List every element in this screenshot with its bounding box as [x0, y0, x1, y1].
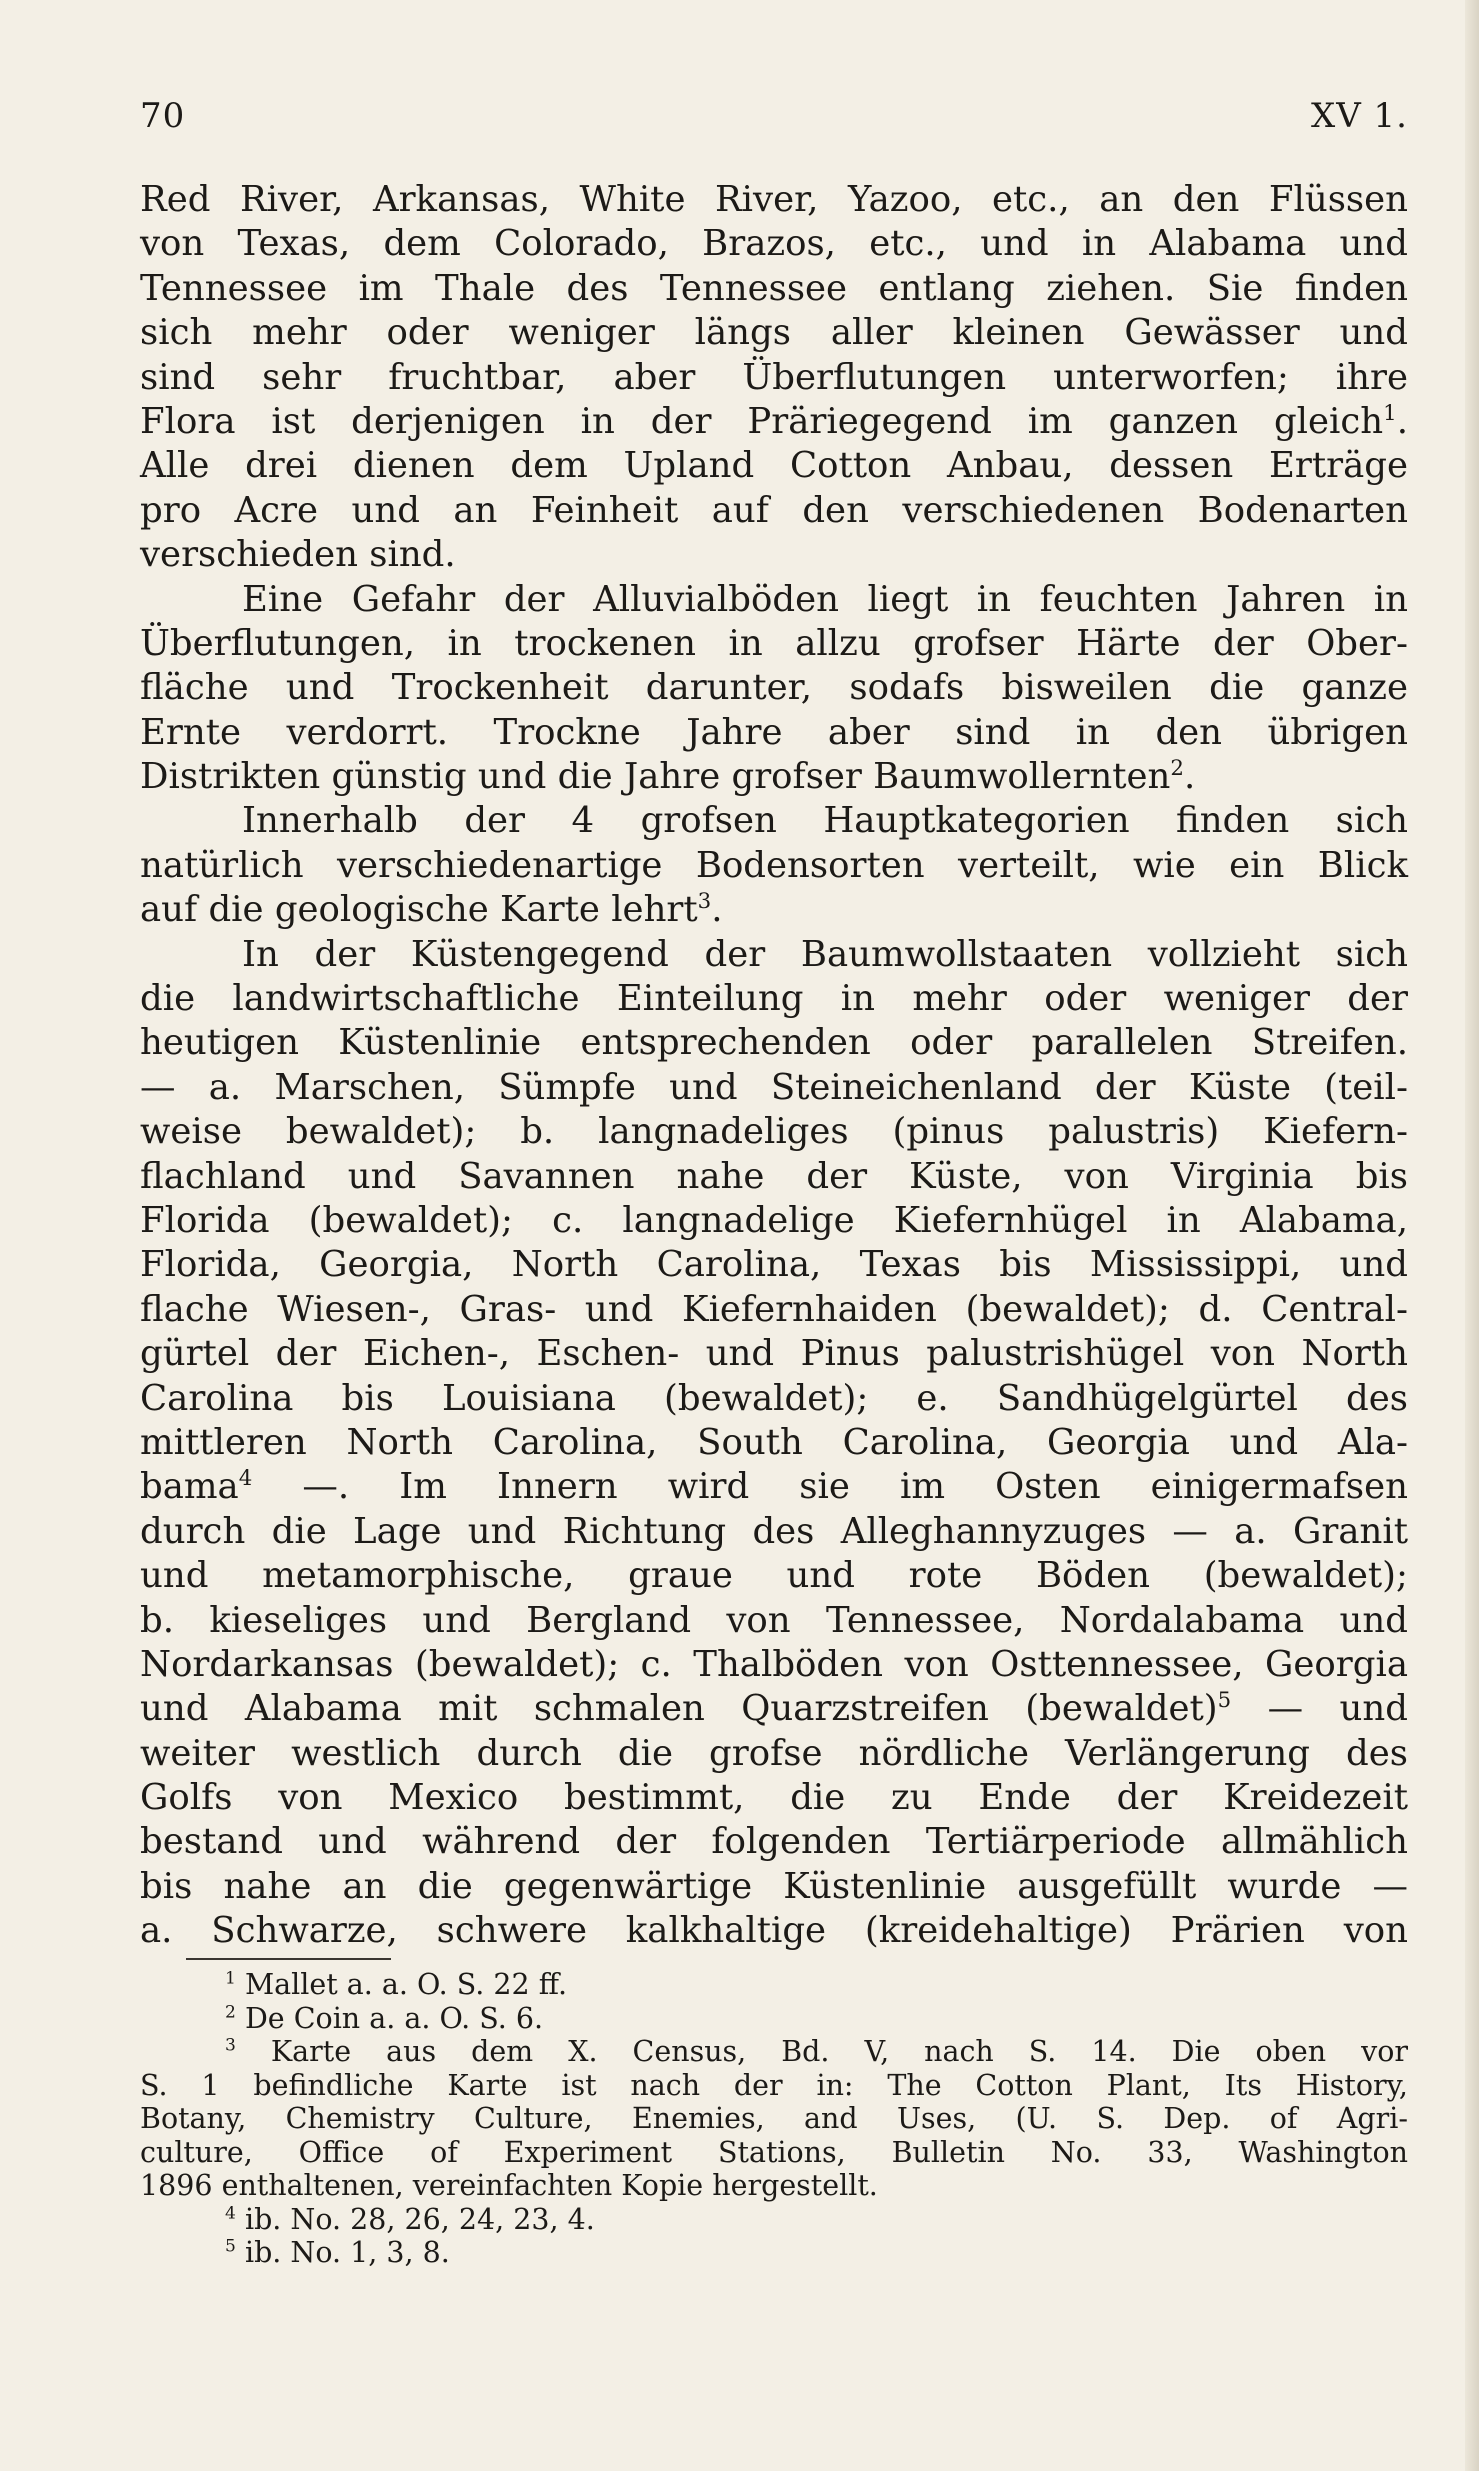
line-text: von Texas, dem Colorado, Brazos, etc., und in Alabama und: [140, 223, 1408, 265]
line-text: Tennessee im Thale des Tennessee entlang ziehen. Sie finden: [140, 267, 1408, 309]
body-line: [140, 356, 1408, 400]
footnote-text: Botany, Chemistry Culture, Enemies, and Uses, (U. S. Dep. of Agri-: [140, 2102, 1408, 2135]
body-line: [140, 533, 1408, 577]
body-line: [140, 444, 1408, 488]
body-line: [140, 1687, 1408, 1731]
footnote-marker: 3: [225, 2035, 236, 2056]
line-text: Red River, Arkansas, White River, Yazoo, etc., an den Flüssen: [140, 179, 1408, 220]
body-text: [140, 178, 1408, 1954]
body-line: [140, 933, 1408, 977]
footnote-ref: 1: [1383, 401, 1397, 427]
body-line: [140, 1909, 1408, 1953]
line-text: heutigen Küstenlinie entsprechenden oder parallelen Streifen.: [140, 1022, 1408, 1064]
footnote-line: [140, 1968, 1408, 2002]
footnote-ref: 3: [697, 889, 712, 915]
line-text: Alle drei dienen dem Upland Cotton Anbau, dessen Erträge: [140, 445, 1408, 487]
line-text: Distrikten günstig und die Jahre grofser Baumwollernten: [140, 756, 1171, 798]
page-number: 70: [140, 96, 186, 136]
body-line: [140, 1465, 1408, 1509]
line-text: Carolina bis Louisiana (bewaldet); e. Sandhügelgürtel des: [140, 1377, 1408, 1419]
body-line: [140, 1021, 1408, 1065]
line-tail: .: [1183, 756, 1196, 798]
line-text: bis nahe an die gegenwärtige Küstenlinie ausgefüllt wurde —: [140, 1865, 1408, 1907]
footnote-text: Karte aus dem X. Census, Bd. V, nach S. 14. Die oben vor: [235, 2035, 1408, 2068]
body-line: [140, 1643, 1408, 1687]
footnote-text: ib. No. 28, 26, 24, 23, 4.: [235, 2202, 595, 2236]
body-line: [140, 1732, 1408, 1776]
footnote-line: [140, 2002, 1408, 2036]
line-text: Golfs von Mexico bestimmt, die zu Ende der Kreidezeit: [140, 1777, 1408, 1819]
body-line: [140, 1199, 1408, 1243]
body-line: [140, 1820, 1408, 1864]
footnote-text: De Coin a. a. O. S. 6.: [235, 2001, 544, 2035]
line-text: Nordarkansas (bewaldet); c. Thalböden von Osttennessee, Georgia: [140, 1643, 1408, 1685]
footnote-text: Mallet a. a. O. S. 22 ff.: [235, 1968, 568, 2001]
body-line: [140, 888, 1408, 932]
line-text: pro Acre und an Feinheit auf den verschiedenen Bodenarten: [140, 489, 1408, 531]
line-text: die landwirtschaftliche Einteilung in mehr oder weniger der: [140, 978, 1408, 1020]
footnote-text: ib. No. 1, 3, 8.: [235, 2236, 450, 2269]
footnotes: [140, 1968, 1408, 2270]
running-head: XV 1.: [1310, 96, 1408, 136]
footnote-line: [140, 2236, 1408, 2270]
line-text: mittleren North Carolina, South Carolina, Georgia und Ala-: [140, 1421, 1408, 1463]
body-line: [140, 1066, 1408, 1110]
body-line: [140, 666, 1408, 710]
line-text: Florida (bewaldet); c. langnadelige Kiefernhügel in Alabama,: [140, 1199, 1408, 1241]
body-line: [140, 1599, 1408, 1643]
line-text: Florida, Georgia, North Carolina, Texas bis Mississippi, und: [140, 1244, 1408, 1286]
body-line: [140, 1377, 1408, 1421]
footnote-text: S. 1 befindliche Karte ist nach der in: The Cotton Plant, Its History,: [140, 2068, 1408, 2102]
line-tail: .: [711, 889, 723, 931]
line-text: und Alabama mit schmalen Quarzstreifen (bewaldet): [140, 1688, 1218, 1730]
body-line: [140, 1332, 1408, 1376]
line-text: fläche und Trockenheit darunter, sodafs bisweilen die ganze: [140, 667, 1408, 709]
body-line: [140, 178, 1408, 222]
line-text: Ernte verdorrt. Trockne Jahre aber sind in den übrigen: [140, 711, 1408, 753]
line-text: b. kieseliges und Bergland von Tennessee, Nordalabama und: [140, 1599, 1408, 1641]
footnote-marker: 4: [225, 2203, 236, 2223]
line-text: flachland und Savannen nahe der Küste, von Virginia bis: [140, 1155, 1408, 1197]
footnote-ref: 4: [238, 1466, 253, 1492]
line-text: und metamorphische, graue und rote Böden (bewaldet);: [140, 1555, 1408, 1597]
body-line: [140, 799, 1408, 843]
page-header: [140, 96, 1408, 146]
line-text: Flora ist derjenigen in der Präriegegend im ganzen gleich: [140, 400, 1384, 442]
line-text: bestand und während der folgenden Tertiärperiode allmählich: [140, 1821, 1408, 1863]
line-text: natürlich verschiedenartige Bodensorten verteilt, wie ein Blick: [140, 844, 1408, 886]
line-text: sich mehr oder weniger längs aller kleinen Gewässer und: [140, 312, 1408, 354]
footnote-marker: 2: [225, 2002, 236, 2022]
body-line: [140, 578, 1408, 622]
body-line: [140, 311, 1408, 355]
line-tail: —. Im Innern wird sie im Osten einigermafsen: [252, 1466, 1408, 1508]
line-text: auf die geologische Karte lehrt: [140, 889, 698, 931]
body-line: [140, 222, 1408, 266]
line-tail: — und: [1231, 1688, 1408, 1730]
body-line: [140, 1421, 1408, 1465]
footnote-ref: 5: [1217, 1688, 1232, 1714]
line-text: a. Schwarze, schwere kalkhaltige (kreidehaltige) Prärien von: [140, 1910, 1408, 1952]
body-line: [140, 711, 1408, 755]
line-text: Innerhalb der 4 grofsen Hauptkategorien finden sich: [242, 800, 1408, 842]
footnote-ref: 2: [1170, 756, 1184, 782]
footnote-text: culture, Office of Experiment Stations, Bulletin No. 33, Washington: [140, 2135, 1408, 2169]
line-text: sind sehr fruchtbar, aber Überflutungen unterworfen; ihre: [140, 356, 1408, 398]
line-text: bama: [140, 1466, 239, 1508]
line-text: weise bewaldet); b. langnadeliges (pinus palustris) Kiefern-: [140, 1111, 1408, 1153]
line-text: durch die Lage und Richtung des Alleghannyzuges — a. Granit: [140, 1510, 1408, 1552]
footnote-line: [140, 2136, 1408, 2170]
footnote-marker: 5: [225, 2236, 236, 2257]
line-text: gürtel der Eichen-, Eschen- und Pinus palustrishügel von North: [140, 1333, 1408, 1375]
body-line: [140, 1865, 1408, 1909]
line-text: Eine Gefahr der Alluvialböden liegt in feuchten Jahren in: [242, 578, 1408, 620]
body-line: [140, 1110, 1408, 1154]
footnote-line: [140, 2203, 1408, 2237]
line-text: In der Küstengegend der Baumwollstaaten vollzieht sich: [242, 933, 1408, 975]
footnote-text: 1896 enthaltenen, vereinfachten Kopie hergestellt.: [140, 2169, 878, 2202]
body-line: [140, 267, 1408, 311]
body-line: [140, 1288, 1408, 1332]
line-tail: .: [1396, 400, 1408, 442]
footnote-line: [140, 2069, 1408, 2103]
body-line: [140, 1776, 1408, 1820]
body-line: [140, 844, 1408, 888]
footnote-line: [140, 2169, 1408, 2203]
footnote-line: [140, 2035, 1408, 2069]
body-line: [140, 622, 1408, 666]
body-line: [140, 1155, 1408, 1199]
body-line: [140, 489, 1408, 533]
line-text: flache Wiesen-, Gras- und Kiefernhaiden (bewaldet); d. Central-: [140, 1288, 1408, 1330]
line-text: verschieden sind.: [140, 534, 456, 576]
footnote-line: [140, 2102, 1408, 2136]
body-line: [140, 755, 1408, 799]
footnote-rule: [186, 1958, 391, 1960]
line-text: Überflutungen, in trockenen in allzu grofser Härte der Ober-: [140, 622, 1408, 664]
footnote-marker: 1: [225, 1968, 236, 1989]
body-line: [140, 400, 1408, 444]
body-line: [140, 977, 1408, 1021]
page-edge: [1465, 0, 1479, 2471]
body-line: [140, 1243, 1408, 1287]
line-text: — a. Marschen, Sümpfe und Steineichenland der Küste (teil-: [140, 1066, 1408, 1108]
body-line: [140, 1554, 1408, 1598]
body-line: [140, 1510, 1408, 1554]
line-text: weiter westlich durch die grofse nördliche Verlängerung des: [140, 1732, 1408, 1774]
